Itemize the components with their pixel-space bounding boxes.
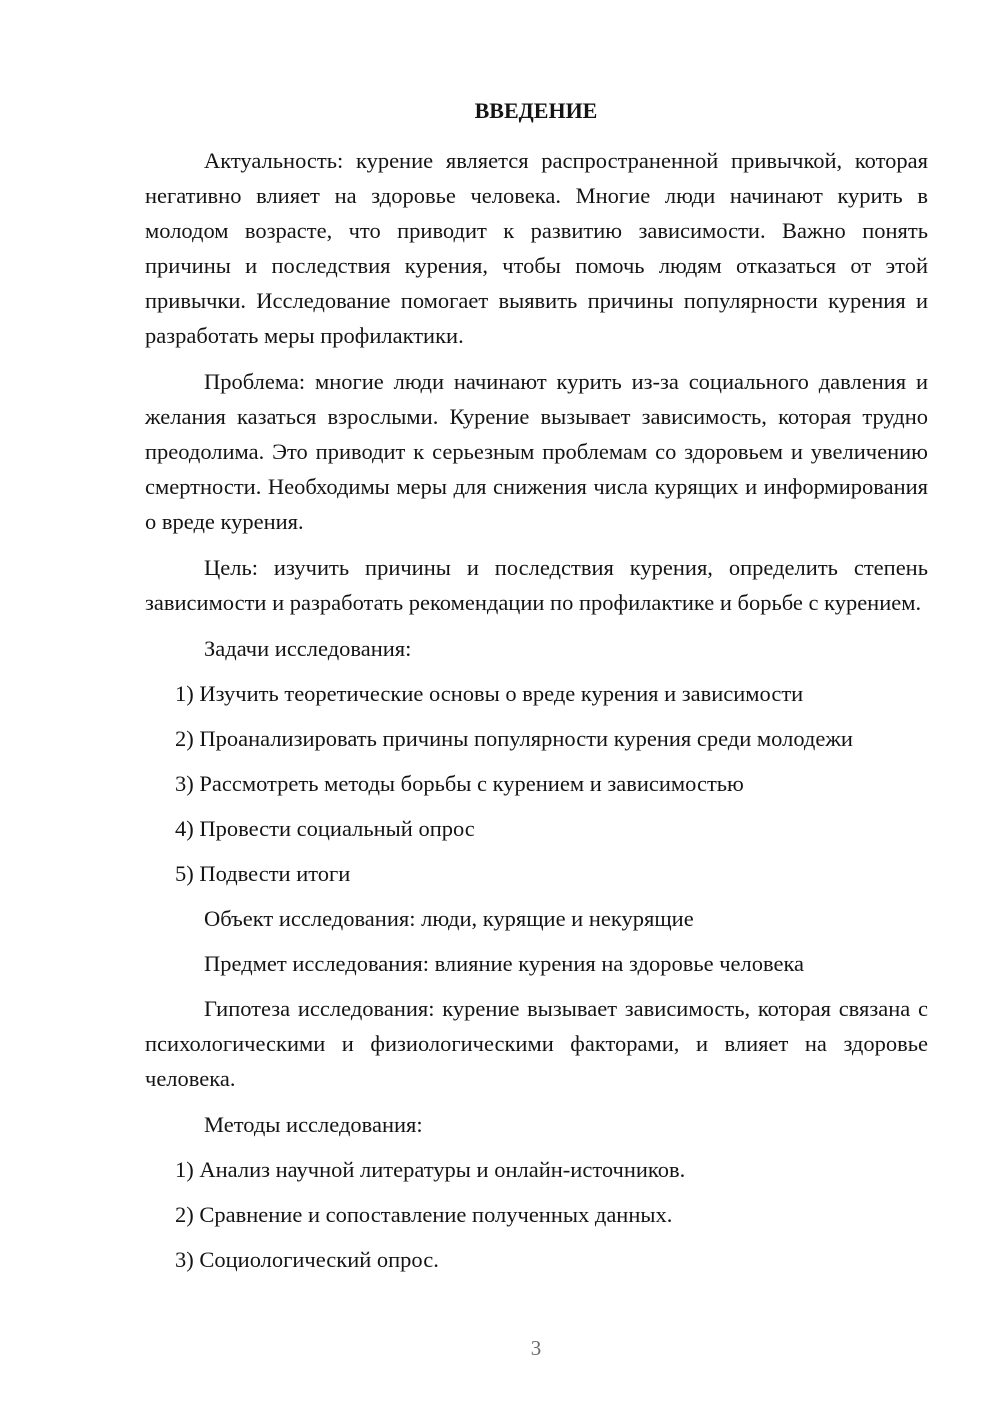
research-object: Объект исследования: люди, курящие и некурящие — [204, 906, 694, 931]
goal-paragraph: Цель: изучить причины и последствия курения, определить степень зависимости и разработать рекомендации по профилактике и борьбе с курением. — [145, 555, 928, 615]
task-item-1: 1) Изучить теоретические основы о вреде курения и зависимости — [175, 681, 804, 706]
tasks-list — [145, 676, 928, 891]
hypothesis-paragraph: Гипотеза исследования: курение вызывает зависимость, которая связана с психологическими и физиологическими факторами, и влияет на здоровье человека. — [145, 996, 928, 1091]
method-item-2: 2) Сравнение и сопоставление полученных данных. — [175, 1202, 673, 1227]
page-number: 3 — [530, 1336, 542, 1360]
problem-paragraph: Проблема: многие люди начинают курить из-за социального давления и желания казаться взрослыми. Курение вызывает зависимость, которая трудно преодолима. Это приводит к серьезным проблемам со здоровьем и увеличению смертности. Необходимы меры для снижения числа курящих и информирования о вреде курения. — [145, 369, 928, 534]
task-item-3: 3) Рассмотреть методы борьбы с курением и зависимостью — [175, 771, 744, 796]
methods-label: Методы исследования: — [204, 1112, 423, 1137]
research-subject: Предмет исследования: влияние курения на здоровье человека — [204, 951, 805, 976]
page-heading: ВВЕДЕНИЕ — [474, 98, 598, 123]
method-item-3: 3) Социологический опрос. — [175, 1247, 439, 1272]
task-item-2: 2) Проанализировать причины популярности курения среди молодежи — [175, 726, 853, 751]
body-text — [145, 143, 928, 1287]
task-item-4: 4) Провести социальный опрос — [175, 816, 475, 841]
method-item-1: 1) Анализ научной литературы и онлайн-источников. — [175, 1157, 686, 1182]
tasks-label: Задачи исследования: — [204, 636, 412, 661]
methods-list — [145, 1152, 928, 1277]
relevance-paragraph: Актуальность: курение является распространенной привычкой, которая негативно влияет на здоровье человека. Многие люди начинают курить в молодом возрасте, что приводит к развитию зависимости. Важно понять причины и последствия курения, чтобы помочь людям отказаться от этой привычки. Исследование помогает выявить причины популярности курения и разработать меры профилактики. — [145, 148, 928, 348]
task-item-5: 5) Подвести итоги — [175, 861, 351, 886]
